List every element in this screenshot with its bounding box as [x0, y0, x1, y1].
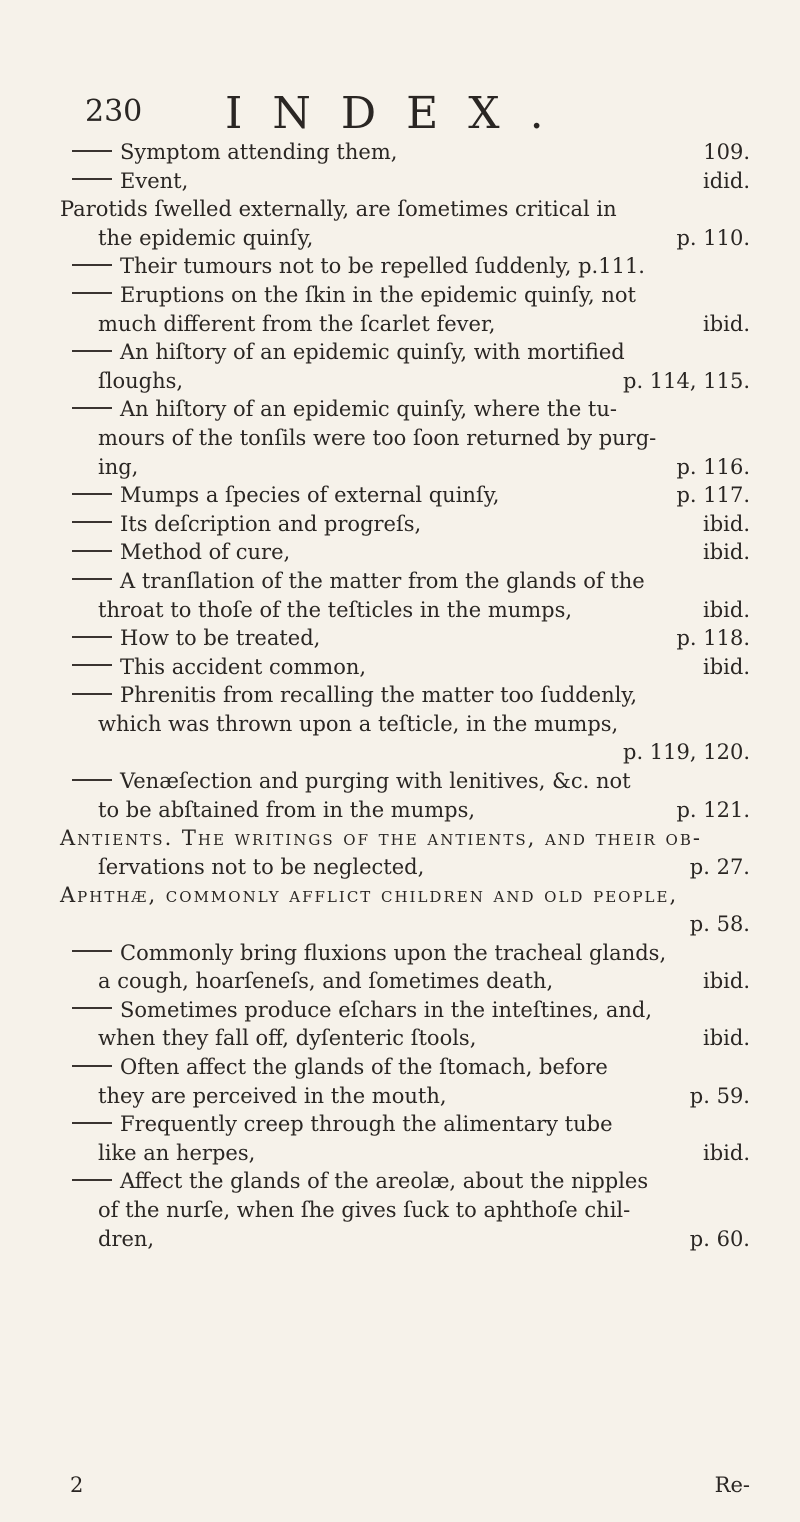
entry-text: Eruptions on the ſkin in the epidemic quinſy, not [120, 282, 636, 307]
entry-text: Affect the glands of the areolæ, about the nipples [120, 1169, 649, 1194]
ditto-dash [72, 779, 112, 781]
page-reference: p. 27. [689, 854, 750, 879]
entry-text: much different from the ſcarlet fever, [98, 311, 496, 336]
index-line [60, 567, 750, 596]
index-line [60, 310, 750, 339]
ditto-dash [72, 178, 112, 180]
catchword: Re- [714, 1473, 750, 1497]
page-header [85, 88, 720, 138]
index-entries [60, 138, 750, 1253]
index-line [60, 1196, 750, 1225]
entry-text: Often affect the glands of the ſtomach, before [120, 1055, 608, 1079]
page-reference: 109. [703, 140, 750, 164]
entry-text: a cough, hoarſeneſs, and ſometimes death, [98, 969, 554, 994]
index-line [60, 281, 750, 310]
index-line [60, 195, 750, 224]
entry-text: How to be treated, [120, 626, 321, 651]
entry-text: Commonly bring fluxions upon the tracheal glands, [120, 940, 667, 965]
page-reference: ibid. [703, 511, 750, 536]
index-line [60, 138, 750, 167]
index-line [60, 910, 750, 939]
entry-text: throat to thoſe of the teſticles in the mumps, [98, 597, 573, 622]
entry-text: the epidemic quinſy, [98, 225, 314, 250]
ditto-dash [72, 407, 112, 409]
index-line [60, 1110, 750, 1139]
entry-text: Frequently creep through the alimentary tube [120, 1112, 613, 1137]
entry-text: Venæſection and purging with lenitives, &c. not [120, 769, 631, 794]
entry-text: when they fall off, dyſenteric ſtools, [98, 1026, 477, 1051]
entry-text: An hiſtory of an epidemic quinſy, where the tu- [120, 397, 617, 422]
page-reference: p. 118. [676, 626, 750, 651]
entry-text: Phrenitis from recalling the matter too ſuddenly, [120, 683, 638, 708]
ditto-dash [72, 521, 112, 523]
running-title: INDEX. [225, 88, 574, 139]
entry-text: Sometimes produce eſchars in the inteſtines, and, [120, 997, 653, 1022]
ditto-dash [72, 350, 112, 352]
entry-text: Mumps a ſpecies of external quinſy, [120, 483, 500, 508]
index-line [60, 453, 750, 482]
page-reference: p. 60. [689, 1226, 750, 1251]
index-line [60, 653, 750, 682]
ditto-dash [72, 550, 112, 552]
page-reference: p. 114, 115. [623, 368, 750, 393]
index-line [60, 824, 750, 853]
ditto-dash [72, 950, 112, 952]
ditto-dash [72, 1065, 112, 1067]
index-line [60, 767, 750, 796]
ditto-dash [72, 150, 112, 152]
entry-text: they are perceived in the mouth, [98, 1083, 447, 1108]
entry-text: Their tumours not to be repelled ſuddenly, p.111. [120, 254, 645, 279]
entry-text: Event, [120, 168, 189, 193]
index-line [60, 510, 750, 539]
index-line [60, 338, 750, 367]
page-number: 230 [85, 94, 143, 129]
index-line [60, 1225, 750, 1254]
index-line [60, 1167, 750, 1196]
entry-text: of the nurſe, when ſhe gives ſuck to aphthoſe chil- [98, 1197, 631, 1222]
index-line [60, 624, 750, 653]
entry-text: which was thrown upon a teſticle, in the mumps, [98, 711, 619, 736]
page-footer [60, 1473, 750, 1503]
entry-text: An hiſtory of an epidemic quinſy, with mortified [120, 340, 625, 365]
entry-text: Its deſcription and progreſs, [120, 511, 422, 536]
index-line [60, 710, 750, 739]
entry-text: like an herpes, [98, 1140, 256, 1165]
ditto-dash [72, 636, 112, 638]
index-line [60, 224, 750, 253]
page-reference: p. 110. [676, 225, 750, 250]
index-line [60, 367, 750, 396]
index-line [60, 996, 750, 1025]
entry-text: Aphthæ, commonly afflict children and old people, [60, 883, 679, 908]
entry-text: Antients. The writings of the antients, and their ob- [60, 826, 702, 851]
page-reference: idid. [703, 168, 750, 193]
index-line [60, 596, 750, 625]
page-reference: ibid. [703, 969, 750, 994]
entry-text: This accident common, [120, 654, 367, 679]
entry-text: mours of the tonſils were too ſoon returned by purg- [98, 425, 657, 450]
ditto-dash [72, 1179, 112, 1181]
index-line [60, 395, 750, 424]
ditto-dash [72, 1007, 112, 1009]
index-line [60, 681, 750, 710]
entry-text: A tranſlation of the matter from the glands of the [120, 568, 645, 593]
entry-text: dren, [98, 1226, 155, 1251]
entry-text: Symptom attending them, [120, 140, 398, 164]
index-line [60, 853, 750, 882]
page-reference: ibid. [703, 1026, 750, 1051]
index-line [60, 939, 750, 968]
index-line [60, 481, 750, 510]
index-line [60, 967, 750, 996]
ditto-dash [72, 664, 112, 666]
page-reference: p. 116. [676, 454, 750, 479]
index-line [60, 538, 750, 567]
ditto-dash [72, 1122, 112, 1124]
page-reference: ibid. [703, 540, 750, 565]
ditto-dash [72, 493, 112, 495]
page-reference: p. 119, 120. [623, 740, 750, 765]
ditto-dash [72, 578, 112, 580]
index-line [60, 424, 750, 453]
index-line [60, 167, 750, 196]
ditto-dash [72, 264, 112, 266]
entry-text: Parotids ſwelled externally, are ſometimes critical in [60, 197, 617, 222]
entry-text: Method of cure, [120, 540, 291, 565]
page-reference: ibid. [703, 1140, 750, 1165]
page-reference: ibid. [703, 597, 750, 622]
entry-text: ſervations not to be neglected, [98, 854, 425, 879]
index-line [60, 881, 750, 910]
page-reference: ibid. [703, 311, 750, 336]
page-reference: p. 58. [689, 912, 750, 937]
ditto-dash [72, 292, 112, 294]
page-reference: p. 59. [689, 1083, 750, 1108]
page-reference: p. 117. [676, 483, 750, 508]
page-reference: p. 121. [676, 797, 750, 822]
page-reference: ibid. [703, 654, 750, 679]
index-line [60, 796, 750, 825]
signature-mark: 2 [70, 1473, 84, 1497]
index-line [60, 1082, 750, 1111]
index-line [60, 1139, 750, 1168]
entry-text: to be abſtained from in the mumps, [98, 797, 476, 822]
entry-text: ing, [98, 454, 139, 479]
index-line [60, 1053, 750, 1082]
ditto-dash [72, 693, 112, 695]
index-line [60, 252, 750, 281]
entry-text: ſloughs, [98, 368, 184, 393]
index-line [60, 1024, 750, 1053]
index-line [60, 738, 750, 767]
